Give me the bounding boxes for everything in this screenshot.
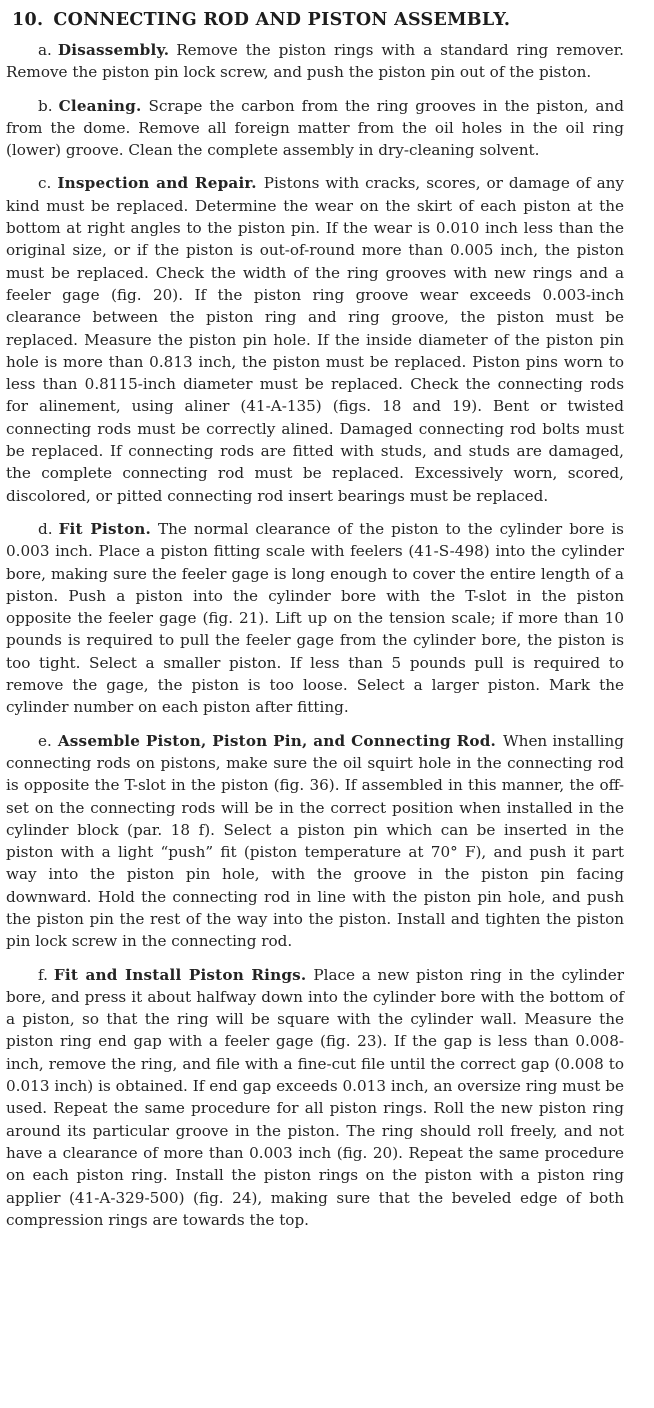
section-title: CONNECTING ROD AND PISTON ASSEMBLY.: [53, 10, 511, 30]
paragraph-letter: c.: [38, 174, 52, 193]
paragraph-text: Remove the piston rings with a standard ring remover. Remove the piston pin lock screw, and push the piston pin out of the piston.: [6, 41, 624, 82]
paragraph-fit-and-install-rings: [6, 964, 624, 1232]
section-number: 10.: [12, 10, 44, 30]
paragraph-text: Place a new piston ring in the cylinder bore, and press it about halfway down into the cylinder bore with the bottom of a piston, so that the ring will be square with the cylinder wall. Measure the piston ring end gap with a feeler gage (fig. 23). If the gap is less than 0.008-inch, remove the ring, and file with a fine-cut file until the correct gap (0.008 to 0.013 inch) is obtained. If end gap exceeds 0.013 inch, an oversize ring must be used. Repeat the same procedure for all piston rings. Roll the new piston ring around its particular groove in the piston. The ring should roll freely, and not have a clearance of more than 0.003 inch (fig. 20). Repeat the same procedure on each piston ring. Install the piston rings on the piston with a piston ring applier (41-A-329-500) (fig. 24), making sure that the beveled edge of both compression rings are towards the top.: [6, 965, 624, 1229]
paragraph-heading: Assemble Piston, Piston Pin, and Connecting Rod.: [57, 731, 497, 750]
paragraph-text: When installing connecting rods on pistons, make sure the oil squirt hole in the connecting rod is opposite the T-slot in the piston (fig. 36). If assembled in this manner, the off-set on the connecting rods will be in the correct position when installed in the cylinder block (par. 18 f). Select a piston pin which can be inserted in the piston with a light “push” fit (piston temperature at 70° F), and push it part way into the piston pin hole, with the groove in the piston pin facing downward. Hold the connecting rod in line with the piston pin hole, and push the piston pin the rest of the way into the piston. Install and tighten the piston pin lock screw in the connecting rod.: [6, 731, 624, 951]
paragraph-disassembly: [6, 39, 624, 84]
paragraph-text: The normal clearance of the piston to the cylinder bore is 0.003 inch. Place a piston fitting scale with feelers (41-S-498) into the cylinder bore, making sure the feeler gage is long enough to cover the entire length of a piston. Push a piston into the cylinder bore with the T-slot in the piston opposite the feeler gage (fig. 21). Lift up on the tension scale; if more than 10 pounds is required to pull the feeler gage from the cylinder bore, the piston is too tight. Select a smaller piston. If less than 5 pounds pull is required to remove the gage, the piston is too loose. Select a larger piston. Mark the cylinder number on each piston after fitting.: [6, 519, 624, 717]
paragraph-text: Scrape the carbon from the ring grooves in the piston, and from the dome. Remove all foreign matter from the oil holes in the oil ring (lower) groove. Clean the complete assembly in dry-cleaning solvent.: [6, 96, 624, 160]
paragraph-letter: d.: [38, 519, 53, 538]
paragraph-letter: e.: [38, 731, 52, 750]
paragraph-assemble-piston: [6, 730, 624, 953]
paragraph-heading: Fit and Install Piston Rings.: [53, 965, 307, 984]
paragraph-inspection-and-repair: [6, 172, 624, 506]
paragraph-text: Pistons with cracks, scores, or damage of any kind must be replaced. Determine the wear on the skirt of each piston at the bottom at right angles to the piston pin. If the wear is 0.010 inch less than the original size, or if the piston is out-of-round more than 0.005 inch, the piston must be replaced. Check the width of the ring grooves with new rings and a feeler gage (fig. 20). If the piston ring groove wear exceeds 0.003-inch clearance between the piston ring and ring groove, the piston must be replaced. Measure the piston pin hole. If the inside diameter of the piston pin hole is more than 0.813 inch, the piston must be replaced. Piston pins worn to less than 0.8115-inch diameter must be replaced. Check the connecting rods for alinement, using aliner (41-A-135) (figs. 18 and 19). Bent or twisted connecting rods must be correctly alined. Damaged connecting rod bolts must be replaced. If connecting rods are fitted with studs, and studs are damaged, the complete connecting rod must be replaced. Excessively worn, scored, discolored, or pitted connecting rod insert bearings must be replaced.: [6, 174, 624, 505]
paragraph-heading: Fit Piston.: [58, 519, 152, 538]
paragraph-heading: Inspection and Repair.: [57, 174, 257, 193]
paragraph-heading: Cleaning.: [58, 96, 142, 115]
paragraph-cleaning: [6, 95, 624, 162]
document-page: [6, 10, 624, 1242]
paragraph-heading: Disassembly.: [57, 41, 170, 59]
paragraph-letter: a.: [38, 41, 52, 59]
paragraph-fit-piston: [6, 518, 624, 719]
paragraph-letter: f.: [38, 965, 48, 984]
paragraph-letter: b.: [38, 96, 53, 115]
section-heading: [12, 10, 624, 30]
